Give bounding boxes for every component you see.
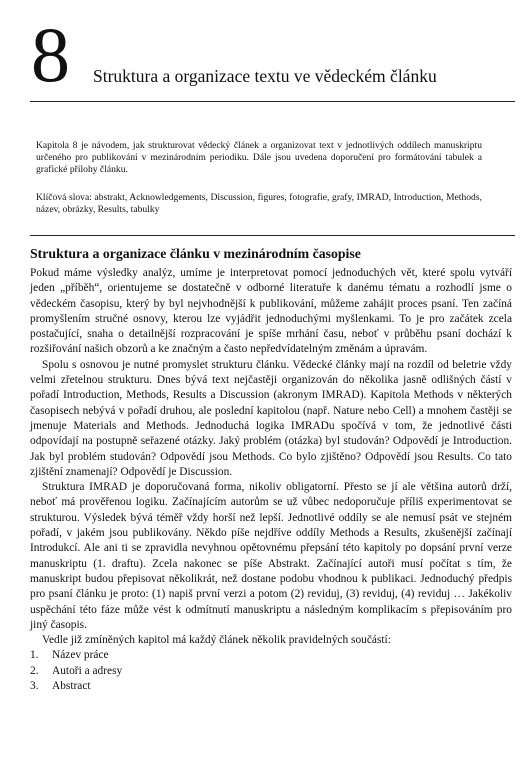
paragraph-2: Spolu s osnovou je nutné promyslet strukturu článku. Vědecké články mají na rozdíl od beletrie vždy velmi zřetelnou strukturu. Dnes bývá text nejčastěji organizován do několika jasně odlišných částí v pořadí Introduction, Methods, Results a Discussion (akronym IMRAD). Kapitola Methods v některých časopisech nebývá v pořadí druhou, ale poslední kapitolou (např. Nature nebo Cell) a mnohem častěji se jmenuje Materials and Methods. Jednoduchá logika IMRADu spočívá v tom, že jednotlivé části odpovídají na postupně seřazené otázky. Jaký problém (otázka) byl studován? Odpovědí je Introduction. Jak byl problém studován? Odpovědí jsou Methods. Co bylo zjištěno? Odpovědí jsou Results. Co tato zjištění znamenají? Odpovědí je Discussion.: [30, 358, 512, 478]
section-heading: Struktura a organizace článku v mezinárodním časopise: [30, 246, 361, 261]
components-list: [30, 648, 512, 694]
list-item: [30, 664, 512, 679]
list-item-number: 3.: [30, 680, 39, 693]
paragraph-3: Struktura IMRAD je doporučovaná forma, nikoliv obligatorní. Přesto se jí ale většina autorů drží, neboť má prověřenou logiku. Začínajícím autorům se už vůbec nedoporučuje příliš experimentovat se strukturou. Výsledek bývá téměř vždy horší než lepší. Jednotlivé oddíly se ale nemusí psát ve stejném pořadí, v jakém jsou publikovány. Někdo píše nejdříve oddíly Methods a Results, zkušenější začínají Introdukcí. Ale ani ti se zpravidla nevyhnou opětovnému přepsání této kapitoly po dopsání první verze manuskriptu (1. draftu). Zcela nakonec se píše Abstrakt. Začínající autoři musí počítat s tím, že manuskript budou přepisovat několikrát, než dostane podobu vhodnou k publikaci. Jednoduchý předpis pro psaní článku je proto: (1) napiš první verzi a potom (2) reviduj, (3) reviduj, (4) reviduj … Jakékoliv uspěchání této fáze může vést k odmítnutí manuskriptu a následným komplikacím s přepisováním pro jiný časopis.: [30, 481, 512, 631]
chapter-number: 8: [31, 11, 70, 98]
list-item-text: Autoři a adresy: [52, 664, 123, 677]
list-item-number: 1.: [30, 649, 39, 662]
list-item-text: Název práce: [52, 649, 109, 662]
list-item: [30, 648, 512, 663]
keywords: Klíčová slova: abstrakt, Acknowledgements, Discussion, figures, fotografie, grafy, IMRAD, Introduction, Methods, název, obrázky, Results, tabulky: [36, 192, 482, 216]
chapter-abstract: Kapitola 8 je návodem, jak strukturovat vědecký článek a organizovat text v jednotlivých oddílech manuskriptu určeného pro publikování v mezinárodním periodiku. Dále jsou uvedena doporučení pro formátování tabulek a grafické přílohy článku.: [36, 140, 482, 176]
top-rule: [30, 101, 515, 102]
list-item-number: 2.: [30, 664, 39, 677]
paragraph-1: Pokud máme výsledky analýz, umíme je interpretovat pomocí jednoduchých vět, které spolu vytváří jeden „příběh“, orientujeme se dostatečně v odborné literatuře k danému tématu a rozhodlí jsme o vědeckém časopisu, který by byl nejvhodnější k publikování, můžeme zahájit proces psaní. Ten začíná promyšlením stručné osnovy, kterou lze vyjádřit jednoduchými myšlenkami. To je pro začátek zcela postačující, snaha o detailnější rozpracování je spíše mrhání času, neboť v průběhu psaní dochází k rozšiřování našich obzorů a ke značným a často nepředvídatelným změnám a úpravám.: [30, 267, 512, 356]
list-item: [30, 679, 512, 694]
list-item-text: Abstract: [52, 680, 91, 693]
paragraph-4: Vedle již zmíněných kapitol má každý článek několik pravidelných součástí:: [42, 634, 391, 647]
section-body: [30, 266, 512, 694]
bottom-rule: [30, 235, 515, 236]
chapter-title: Struktura a organizace textu ve vědeckém článku: [93, 66, 437, 86]
